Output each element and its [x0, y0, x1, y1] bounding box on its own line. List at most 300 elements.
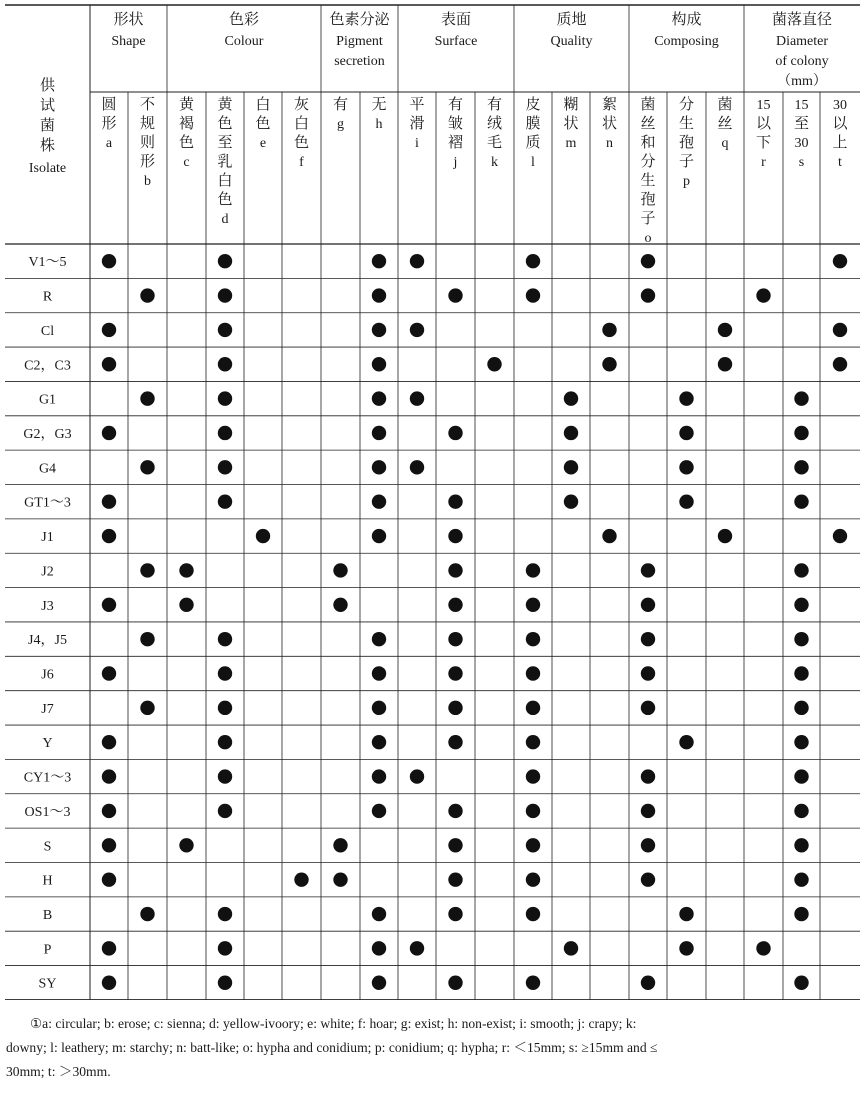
mark-dot-d — [218, 323, 232, 337]
mark-dot-l — [526, 907, 540, 921]
column-header-char: 形 — [139, 152, 156, 170]
column-header-char: 分 — [678, 95, 695, 113]
group-header-zh: 形状 — [113, 10, 144, 28]
mark-dot-p — [679, 735, 693, 749]
column-header-char: 至 — [217, 133, 233, 151]
table-row — [39, 391, 809, 407]
column-header-char: 圆 — [101, 95, 117, 113]
mark-dot-d — [218, 907, 232, 921]
group-header-zh: 质地 — [556, 10, 587, 28]
mark-dot-d — [218, 426, 232, 440]
mark-dot-d — [218, 391, 232, 405]
column-header-char: 菌 — [640, 95, 656, 113]
mark-dot-s — [794, 735, 808, 749]
mark-dot-j — [448, 495, 462, 509]
mark-dot-d — [218, 735, 232, 749]
isolate-label: J2 — [41, 564, 54, 580]
column-header-char: g — [337, 117, 344, 132]
column-header-char: 30 — [833, 98, 847, 113]
table-row — [42, 735, 808, 751]
isolate-label: Y — [42, 736, 53, 752]
column-header-char: 平 — [409, 95, 425, 113]
mark-dot-l — [526, 838, 540, 852]
mark-dot-a — [102, 495, 116, 509]
footnote-line: 30mm; t: ＞30mm. — [6, 1064, 111, 1079]
mark-dot-i — [410, 254, 424, 268]
isolate-label: SY — [38, 976, 57, 992]
mark-dot-j — [448, 907, 462, 921]
column-header-char: 褶 — [447, 133, 464, 151]
mark-dot-h — [372, 804, 386, 818]
table-body — [23, 254, 847, 992]
mark-dot-m — [564, 941, 578, 955]
mark-dot-t — [833, 254, 847, 268]
mark-dot-g — [333, 598, 347, 612]
mark-dot-p — [679, 941, 693, 955]
isolate-label: H — [42, 873, 53, 889]
column-header-char: a — [105, 136, 113, 151]
mark-dot-h — [372, 254, 386, 268]
mark-dot-q — [718, 529, 732, 543]
mark-dot-h — [372, 976, 386, 990]
table-row — [41, 701, 808, 717]
group-header-en: of colony — [775, 54, 829, 69]
column-header-char: 毛 — [486, 133, 503, 151]
mark-dot-d — [218, 701, 232, 715]
column-header-char: c — [183, 155, 190, 170]
mark-dot-j — [448, 701, 462, 715]
table-row — [41, 598, 808, 614]
mark-dot-h — [372, 907, 386, 921]
mark-dot-d — [218, 976, 232, 990]
mark-dot-c — [179, 838, 193, 852]
mark-dot-i — [410, 391, 424, 405]
mark-dot-o — [641, 598, 655, 612]
mark-dot-b — [140, 288, 154, 302]
column-header-char: m — [565, 136, 577, 151]
mark-dot-j — [448, 666, 462, 680]
mark-dot-f — [294, 872, 308, 886]
isolate-label: J1 — [41, 530, 54, 546]
mark-dot-p — [679, 495, 693, 509]
mark-dot-l — [526, 804, 540, 818]
column-header-char: s — [798, 155, 805, 170]
column-header-char: 至 — [793, 114, 810, 132]
mark-dot-o — [641, 666, 655, 680]
mark-dot-j — [448, 426, 462, 440]
mark-dot-j — [448, 563, 462, 577]
table-row — [39, 460, 809, 476]
mark-dot-m — [564, 391, 578, 405]
mark-dot-o — [641, 254, 655, 268]
table-footnote — [6, 1012, 858, 1084]
mark-dot-s — [794, 391, 808, 405]
mark-dot-d — [218, 357, 232, 371]
isolate-label: C2，C3 — [24, 358, 71, 374]
mark-dot-d — [218, 288, 232, 302]
mark-dot-l — [526, 632, 540, 646]
mark-dot-l — [526, 735, 540, 749]
mark-dot-l — [526, 976, 540, 990]
table-row — [23, 426, 808, 442]
mark-dot-a — [102, 666, 116, 680]
mark-dot-m — [564, 460, 578, 474]
isolate-label: G2，G3 — [23, 426, 72, 442]
column-header-char: 子 — [640, 209, 656, 227]
column-header-char: 糊 — [563, 95, 579, 113]
mark-dot-l — [526, 769, 540, 783]
group-header-en: secretion — [334, 54, 385, 69]
mark-dot-b — [140, 907, 154, 921]
mark-dot-a — [102, 941, 116, 955]
group-header-zh: 菌落直径 — [771, 10, 833, 28]
isolate-label: J3 — [41, 598, 54, 614]
column-header-char: 形 — [101, 114, 117, 132]
mark-dot-o — [641, 632, 655, 646]
mark-dot-l — [526, 701, 540, 715]
mark-dot-a — [102, 735, 116, 749]
column-header-char: 丝 — [640, 114, 656, 132]
mark-dot-m — [564, 426, 578, 440]
mark-dot-o — [641, 976, 655, 990]
mark-dot-r — [756, 941, 770, 955]
group-header-zh: 色彩 — [228, 10, 260, 28]
mark-dot-a — [102, 323, 116, 337]
column-header-char: 状 — [563, 114, 579, 132]
group-header-en: （mm） — [777, 74, 827, 89]
mark-dot-d — [218, 254, 232, 268]
mark-dot-l — [526, 598, 540, 612]
mark-dot-b — [140, 632, 154, 646]
table-row — [42, 872, 808, 888]
group-header-en: Pigment — [336, 34, 383, 49]
mark-dot-j — [448, 529, 462, 543]
isolate-label: R — [42, 289, 53, 305]
isolate-label: J4，J5 — [28, 633, 67, 649]
mark-dot-h — [372, 426, 386, 440]
mark-dot-a — [102, 357, 116, 371]
column-header-char: 以 — [832, 114, 848, 132]
mark-dot-c — [179, 598, 193, 612]
column-header-char: d — [221, 212, 229, 227]
mark-dot-s — [794, 460, 808, 474]
column-header-char: 黄 — [217, 95, 233, 113]
mark-dot-p — [679, 907, 693, 921]
table-grid — [5, 5, 860, 1000]
mark-dot-a — [102, 529, 116, 543]
footnote-line: downy; l: leathery; m: starchy; n: batt-like; o: hypha and conidium; p: conidium; q: hypha; r: ＜15mm; s: ≥15mm and ≤ — [6, 1040, 658, 1055]
column-header-char: 子 — [678, 152, 695, 170]
column-header-char: 下 — [755, 133, 772, 151]
mark-dot-t — [833, 529, 847, 543]
column-header-char: 菌 — [717, 95, 733, 113]
group-header-en: Surface — [434, 34, 478, 49]
column-header-char: 孢 — [678, 133, 695, 151]
group-header-zh: 色素分泌 — [329, 10, 390, 28]
mark-dot-l — [526, 666, 540, 680]
mark-dot-r — [756, 288, 770, 302]
isolate-label: P — [43, 942, 52, 958]
column-header-char: 无 — [371, 95, 387, 113]
mark-dot-j — [448, 632, 462, 646]
mark-dot-d — [218, 941, 232, 955]
table-row — [24, 769, 809, 785]
column-header-char: f — [299, 155, 304, 170]
mark-dot-h — [372, 666, 386, 680]
mark-dot-d — [218, 769, 232, 783]
group-header-en: Quality — [550, 34, 593, 49]
mark-dot-i — [410, 941, 424, 955]
mark-dot-o — [641, 838, 655, 852]
table-row — [44, 941, 771, 957]
mark-dot-d — [218, 460, 232, 474]
mark-dot-j — [448, 872, 462, 886]
mark-dot-a — [102, 426, 116, 440]
column-header-char: q — [721, 136, 729, 151]
column-header-char: 色 — [255, 114, 271, 132]
mark-dot-g — [333, 838, 347, 852]
column-header-char: 孢 — [640, 190, 656, 208]
column-header-char: e — [259, 136, 267, 151]
mark-dot-g — [333, 563, 347, 577]
mark-dot-d — [218, 666, 232, 680]
mark-dot-j — [448, 598, 462, 612]
mark-dot-h — [372, 495, 386, 509]
column-header-char: 皱 — [447, 114, 464, 132]
isolate-label: S — [43, 839, 52, 855]
column-header-char: 15 — [756, 98, 771, 113]
mark-dot-h — [372, 941, 386, 955]
table-row — [24, 495, 809, 511]
mark-dot-j — [448, 288, 462, 302]
mark-dot-q — [718, 357, 732, 371]
mark-dot-m — [564, 495, 578, 509]
mark-dot-s — [794, 769, 808, 783]
mark-dot-a — [102, 838, 116, 852]
column-header-char: h — [375, 117, 383, 132]
table-row — [43, 907, 809, 923]
column-header-char: 膜 — [525, 114, 541, 132]
column-header-char: 则 — [139, 133, 156, 151]
isolate-header-en: Isolate — [28, 161, 67, 176]
table-row — [28, 254, 847, 270]
mark-dot-k — [487, 357, 501, 371]
mark-dot-s — [794, 632, 808, 646]
isolate-header-char: 菌 — [39, 116, 56, 134]
mark-dot-s — [794, 701, 808, 715]
isolate-label: CY1～3 — [23, 770, 72, 786]
column-header-char: 上 — [832, 133, 848, 151]
column-header-char: 以 — [755, 114, 772, 132]
mark-dot-s — [794, 907, 808, 921]
mark-dot-p — [679, 460, 693, 474]
mark-dot-d — [218, 495, 232, 509]
column-header-char: 生 — [640, 171, 656, 189]
column-header-char: 色 — [217, 114, 233, 132]
mark-dot-j — [448, 976, 462, 990]
mark-dot-a — [102, 254, 116, 268]
column-header-char: b — [144, 174, 151, 189]
column-header-char: 色 — [293, 133, 310, 151]
column-header-char: 乳 — [217, 152, 233, 170]
column-header-char: l — [531, 155, 535, 170]
mark-dot-o — [641, 288, 655, 302]
mark-dot-h — [372, 357, 386, 371]
mark-dot-s — [794, 495, 808, 509]
mark-dot-s — [794, 563, 808, 577]
table-row — [25, 804, 809, 820]
column-header-char: 灰 — [293, 95, 310, 113]
column-header-char: 有 — [447, 95, 464, 113]
mark-dot-b — [140, 563, 154, 577]
mark-dot-o — [641, 804, 655, 818]
mark-dot-o — [641, 769, 655, 783]
column-header-char: 白 — [217, 171, 233, 189]
isolate-label: B — [42, 908, 53, 924]
mark-dot-h — [372, 391, 386, 405]
mark-dot-s — [794, 598, 808, 612]
mark-dot-o — [641, 563, 655, 577]
group-header-en: Composing — [654, 34, 719, 49]
mark-dot-n — [602, 529, 616, 543]
group-header-en: Shape — [111, 34, 146, 49]
mark-dot-o — [641, 701, 655, 715]
column-header-char: 丝 — [717, 114, 733, 132]
column-header-char: 絮 — [601, 95, 618, 113]
mark-dot-s — [794, 872, 808, 886]
column-header-char: 白 — [255, 95, 271, 113]
mark-dot-b — [140, 391, 154, 405]
isolate-label: G4 — [38, 461, 57, 477]
column-header-char: 色 — [217, 190, 233, 208]
mark-dot-a — [102, 872, 116, 886]
mark-dot-g — [333, 872, 347, 886]
mark-dot-t — [833, 323, 847, 337]
group-header-zh: 表面 — [440, 10, 472, 28]
mark-dot-h — [372, 288, 386, 302]
footnote-line: ①a: circular; b: erose; c: sienna; d: yellow-ivoory; e: white; f: hoar; g: exist; h: non-exist; i: smooth; j: crapy; k: — [30, 1016, 637, 1031]
mark-dot-a — [102, 804, 116, 818]
mark-dot-l — [526, 254, 540, 268]
table-row — [41, 666, 808, 682]
mark-dot-i — [410, 460, 424, 474]
column-header-char: 规 — [139, 114, 156, 132]
column-header-char: k — [491, 155, 498, 170]
isolate-label: V1～5 — [28, 255, 67, 271]
mark-dot-o — [641, 872, 655, 886]
table-row — [43, 288, 771, 304]
mark-dot-h — [372, 735, 386, 749]
column-header-char: t — [838, 155, 842, 170]
table-header — [29, 10, 849, 246]
group-header-en: Diameter — [775, 34, 829, 49]
mark-dot-b — [140, 460, 154, 474]
group-header-en: Colour — [224, 34, 264, 49]
mark-dot-p — [679, 391, 693, 405]
column-header-char: 和 — [640, 133, 656, 151]
mark-dot-a — [102, 769, 116, 783]
mark-dot-h — [372, 323, 386, 337]
isolate-label: G1 — [38, 392, 57, 408]
mark-dot-a — [102, 976, 116, 990]
column-header-char: n — [606, 136, 613, 151]
mark-dot-n — [602, 357, 616, 371]
isolate-header-char: 供 — [39, 76, 56, 94]
mark-dot-l — [526, 872, 540, 886]
mark-dot-h — [372, 529, 386, 543]
mark-dot-s — [794, 976, 808, 990]
mark-dot-i — [410, 323, 424, 337]
column-header-char: 绒 — [486, 114, 503, 132]
column-header-char: r — [761, 155, 766, 170]
column-header-char: j — [453, 155, 458, 170]
table-row — [41, 529, 847, 545]
mark-dot-d — [218, 804, 232, 818]
mark-dot-e — [256, 529, 270, 543]
mark-dot-h — [372, 701, 386, 715]
mark-dot-s — [794, 426, 808, 440]
column-header-char: i — [415, 136, 419, 151]
isolate-label: Cl — [40, 323, 55, 339]
column-header-char: 有 — [486, 95, 503, 113]
group-header-zh: 构成 — [671, 10, 702, 28]
isolate-label: GT1～3 — [24, 495, 71, 511]
mark-dot-d — [218, 632, 232, 646]
mark-dot-p — [679, 426, 693, 440]
mark-dot-t — [833, 357, 847, 371]
column-header-char: 褐 — [178, 114, 195, 132]
column-header-char: 白 — [293, 114, 310, 132]
table-row — [28, 632, 809, 648]
mark-dot-n — [602, 323, 616, 337]
column-header-char: 色 — [178, 133, 195, 151]
isolate-header-char: 株 — [39, 136, 56, 154]
mark-dot-j — [448, 735, 462, 749]
table-row — [41, 323, 847, 339]
mark-dot-l — [526, 563, 540, 577]
mark-dot-h — [372, 632, 386, 646]
mark-dot-i — [410, 769, 424, 783]
mark-dot-s — [794, 666, 808, 680]
mark-dot-h — [372, 460, 386, 474]
mark-dot-s — [794, 838, 808, 852]
column-header-char: p — [683, 174, 690, 189]
mark-dot-j — [448, 838, 462, 852]
column-header-char: 黄 — [178, 95, 195, 113]
column-header-char: 分 — [640, 152, 656, 170]
isolate-header-char: 试 — [39, 96, 56, 114]
column-header-char: 15 — [794, 98, 809, 113]
column-header-char: 质 — [525, 133, 541, 151]
column-header-char: 状 — [601, 114, 618, 132]
table-row — [39, 976, 809, 992]
isolate-label: OS1～3 — [24, 804, 71, 820]
column-header-char: 30 — [794, 136, 809, 151]
column-header-char: o — [644, 231, 652, 246]
mark-dot-h — [372, 769, 386, 783]
isolate-label: J6 — [41, 667, 54, 683]
column-header-char: 有 — [332, 95, 349, 113]
column-header-char: 皮 — [525, 95, 541, 113]
isolate-label: J7 — [41, 701, 54, 717]
table-row — [44, 838, 809, 854]
mark-dot-b — [140, 701, 154, 715]
mark-dot-j — [448, 804, 462, 818]
mark-dot-q — [718, 323, 732, 337]
mark-dot-a — [102, 598, 116, 612]
column-header-char: 不 — [139, 95, 156, 113]
mark-dot-c — [179, 563, 193, 577]
